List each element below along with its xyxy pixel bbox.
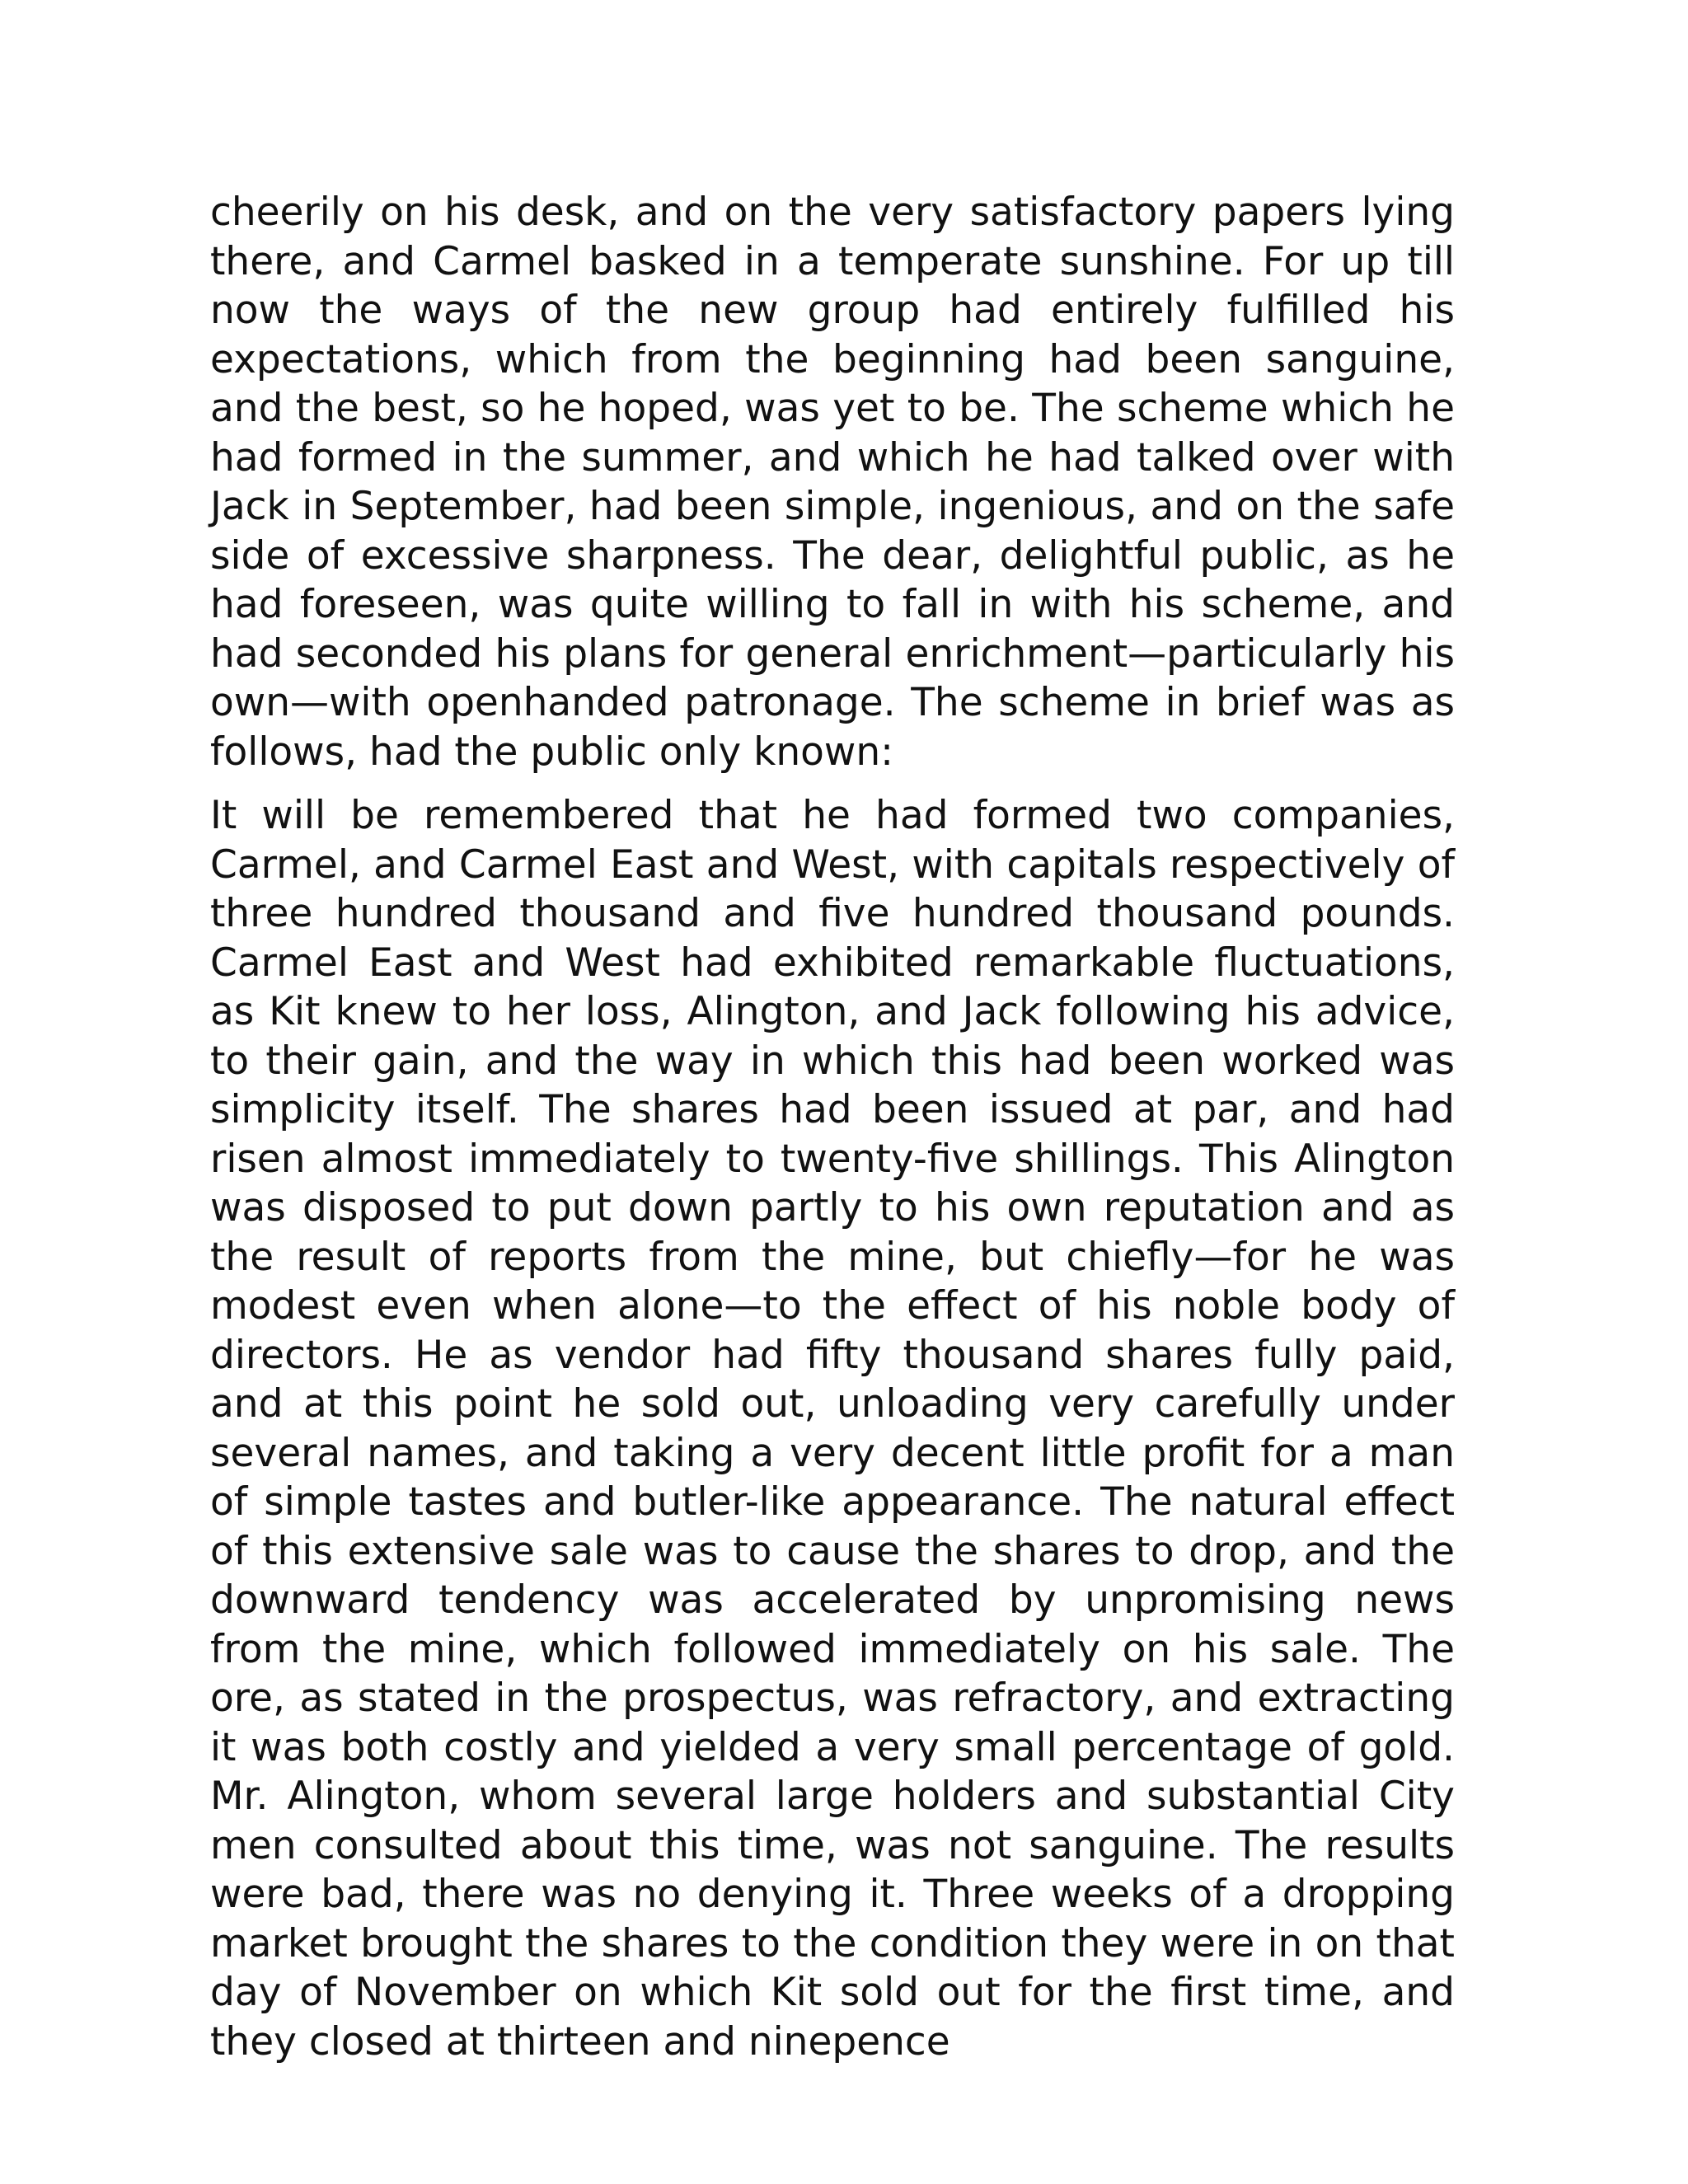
paragraph-1: cheerily on his desk, and on the very satisfactory papers lying there, and Carmel basked in a temperate sunshine. For up till now the ways of the new group had entirely fulfilled his expectations, which from the beginning had been sanguine, and the best, so he hoped, was yet to be. The scheme which he had formed in the summer, and which he had talked over with Jack in September, had been simple, ingenious, and on the safe side of excessive sharpness. The dear, delightful public, as he had foreseen, was quite willing to fall in with his scheme, and had seconded his plans for general enrichment—particularly his own—with openhanded patronage. The scheme in brief was as follows, had the public only known: xyxy=(210,190,1455,775)
body-text xyxy=(210,188,1455,2066)
paragraph-2: It will be remembered that he had formed two companies, Carmel, and Carmel East and West, with capitals respectively of three hundred thousand and five hundred thousand pounds. Carmel East and West had exhibited remarkable fluctuations, as Kit knew to her loss, Alington, and Jack following his advice, to their gain, and the way in which this had been worked was simplicity itself. The shares had been issued at par, and had risen almost immediately to twenty-five shillings. This Alington was disposed to put down partly to his own reputation and as the result of reports from the mine, but chiefly—for he was modest even when alone—to the effect of his noble body of directors. He as vendor had fifty thousand shares fully paid, and at this point he sold out, unloading very carefully under several names, and taking a very decent little profit for a man of simple tastes and butler-like appearance. The natural effect of this extensive sale was to cause the shares to drop, and the downward tendency was accelerated by unpromising news from the mine, which followed immediately on his sale. The ore, as stated in the prospectus, was refractory, and extracting it was both costly and yielded a very small percentage of gold. Mr. Alington, whom several large holders and substantial City men consulted about this time, was not sanguine. The results were bad, there was no denying it. Three weeks of a dropping market brought the shares to the condition they were in on that day of November on which Kit sold out for the first time, and they closed at thirteen and ninepence xyxy=(210,793,1455,2064)
